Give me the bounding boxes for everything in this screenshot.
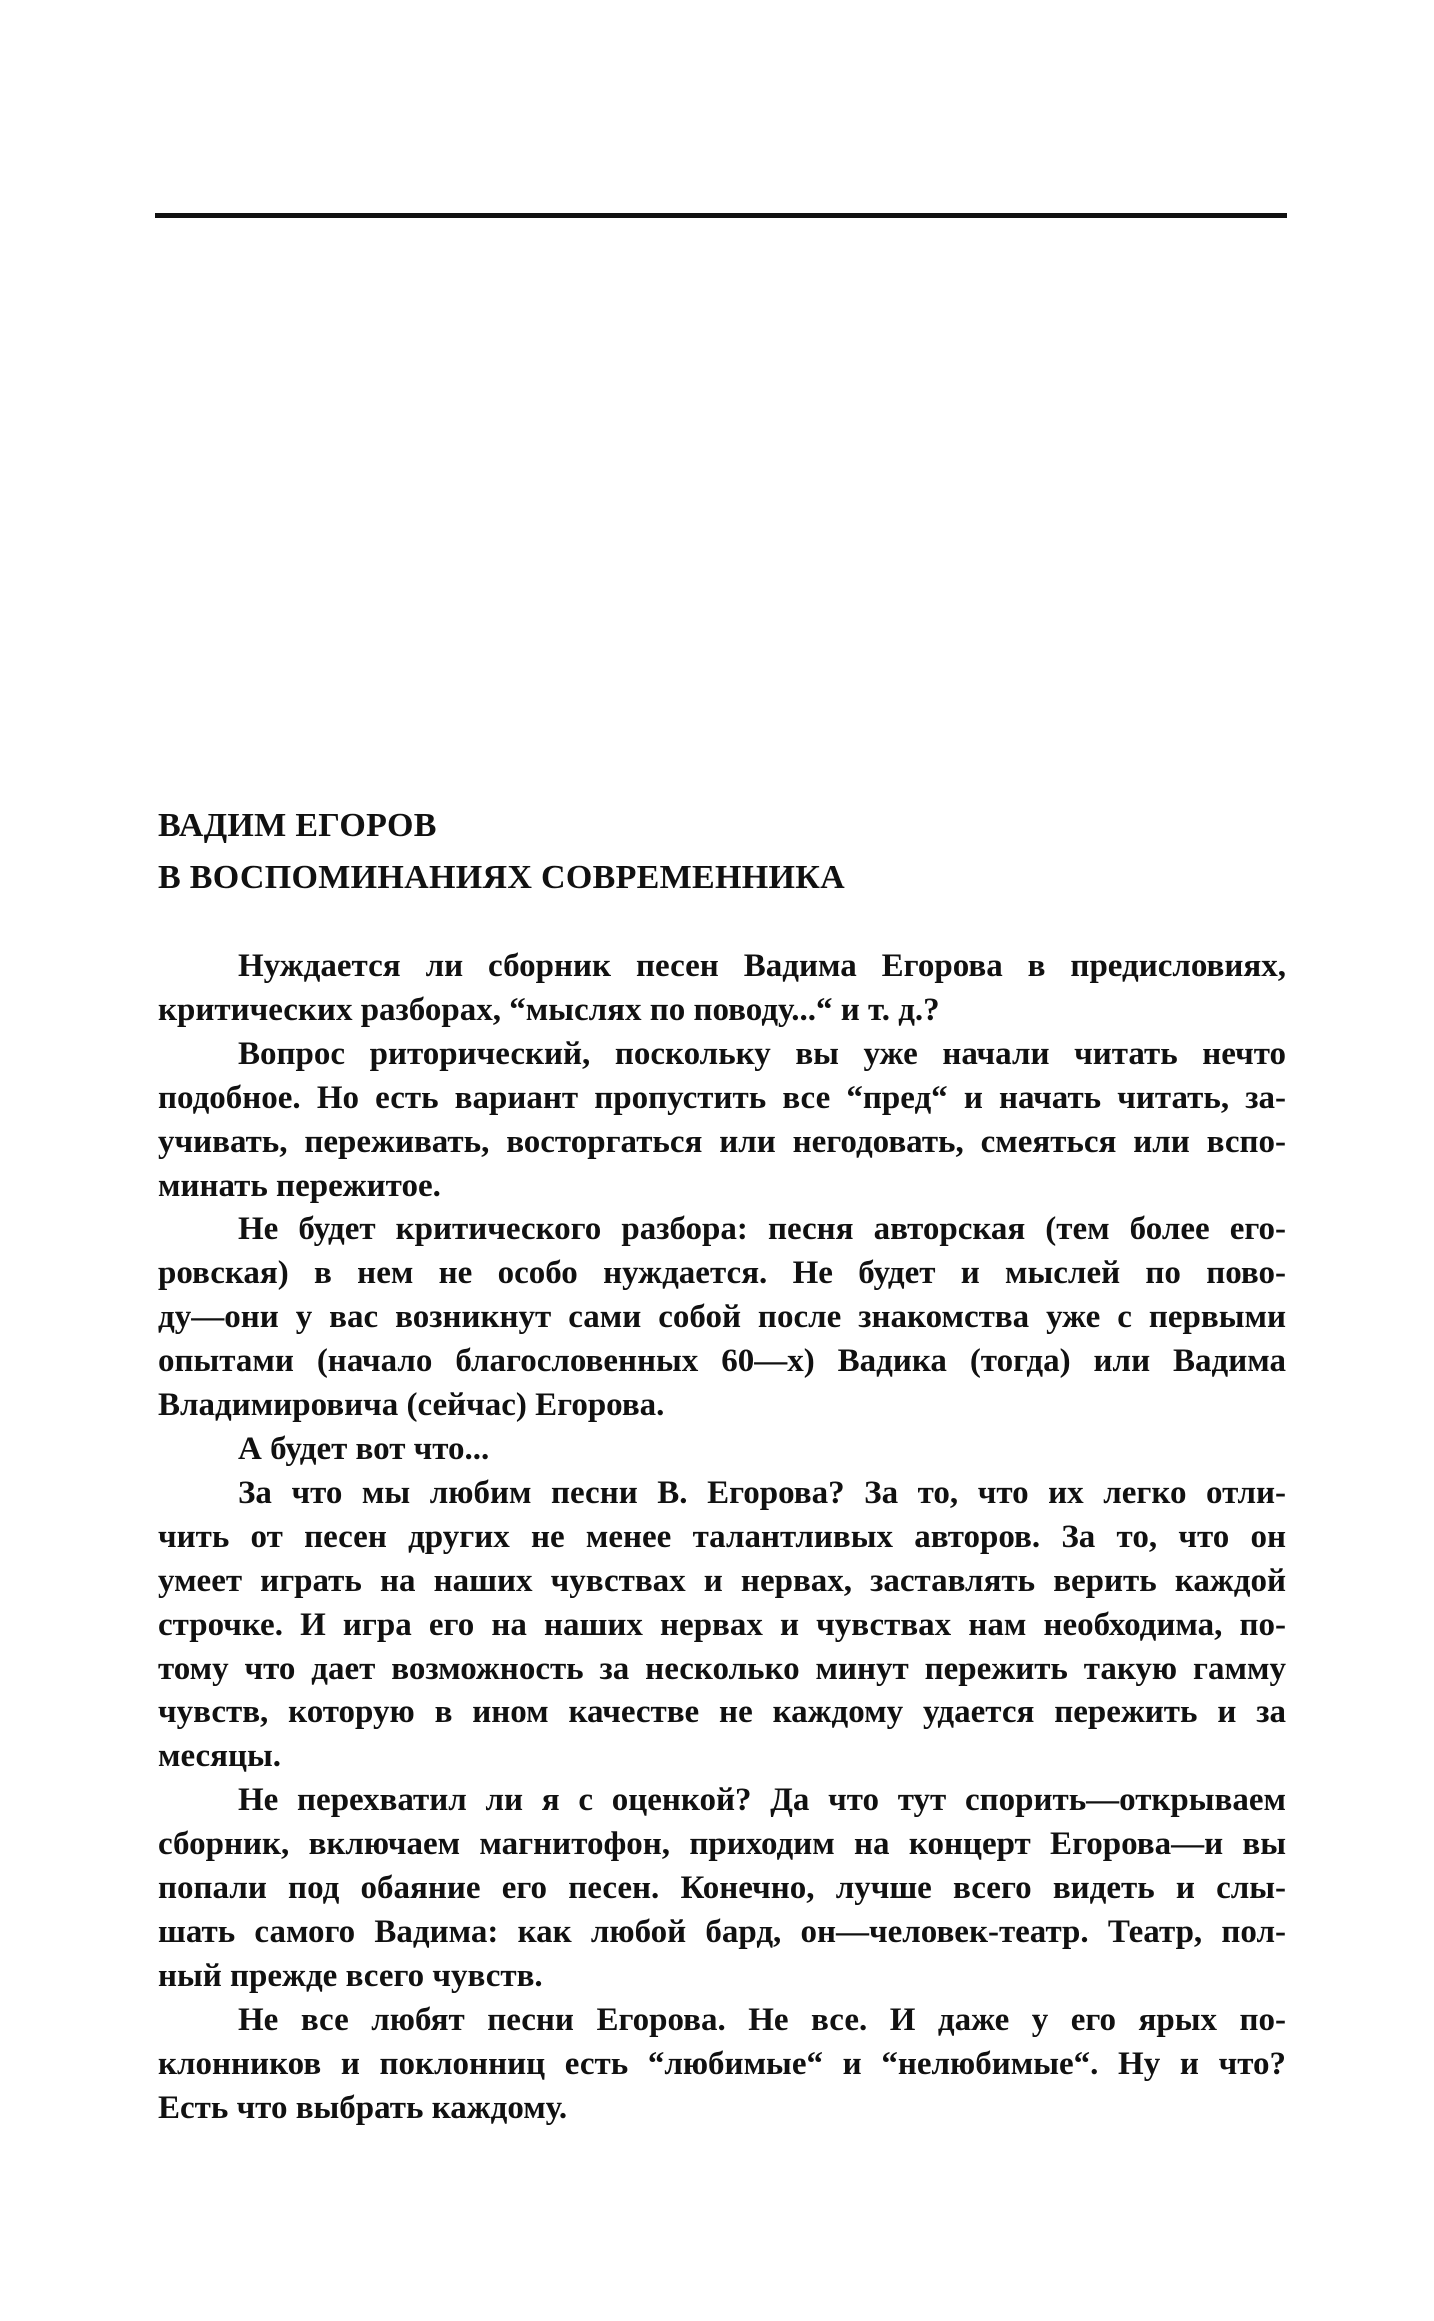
text-line: минать пережитое. <box>158 1167 441 1204</box>
text-line: клонников и поклонниц есть “любимые“ и “нелюбимые“. Ну и что? <box>158 2045 1286 2082</box>
text-line: строчке. И игра его на наших нервах и чувствах нам необходима, по- <box>158 1606 1286 1643</box>
paragraph <box>158 1999 1286 2131</box>
text-line: Не все любят песни Егорова. Не все. И даже у его ярых по- <box>238 2001 1286 2038</box>
body-text <box>158 945 1286 2130</box>
paragraph <box>158 945 1286 1033</box>
paragraph <box>158 1428 1286 1472</box>
paragraph <box>158 1779 1286 1999</box>
text-line: чувств, которую в ином качестве не каждому удается пережить и за <box>158 1694 1286 1731</box>
text-line: попали под обаяние его песен. Конечно, лучше всего видеть и слы- <box>158 1870 1286 1907</box>
paragraph <box>158 1033 1286 1209</box>
text-line: А будет вот что... <box>238 1430 490 1467</box>
text-line: критических разборах, “мыслях по поводу...“ и т. д.? <box>158 991 940 1028</box>
header-rule <box>155 213 1287 218</box>
text-line: умеет играть на наших чувствах и нервах, заставлять верить каждой <box>158 1562 1286 1599</box>
heading-line-1: ВАДИМ ЕГОРОВ <box>158 807 437 844</box>
text-line: подобное. Но есть вариант пропустить все “пред“ и начать читать, за- <box>158 1079 1286 1116</box>
heading-line-2: В ВОСПОМИНАНИЯХ СОВРЕМЕННИКА <box>158 859 846 896</box>
text-line: ный прежде всего чувств. <box>158 1957 543 1994</box>
text-line: месяцы. <box>158 1738 282 1775</box>
text-line: Не будет критического разбора: песня авторская (тем более его- <box>238 1211 1286 1248</box>
text-line: Есть что выбрать каждому. <box>158 2089 568 2126</box>
text-line: чить от песен других не менее талантливых авторов. За то, что он <box>158 1518 1286 1555</box>
text-line: Нуждается ли сборник песен Вадима Егорова в предисловиях, <box>238 948 1286 984</box>
paragraph <box>158 1208 1286 1428</box>
text-line: учивать, переживать, восторгаться или негодовать, смеяться или вспо- <box>158 1123 1286 1160</box>
text-line: За что мы любим песни В. Егорова? За то, что их легко отли- <box>238 1474 1286 1511</box>
text-line: ровская) в нем не особо нуждается. Не будет и мыслей по пово- <box>158 1255 1286 1292</box>
text-line: Вопрос риторический, поскольку вы уже начали читать нечто <box>238 1035 1286 1072</box>
text-line: Не перехватил ли я с оценкой? Да что тут спорить—открываем <box>238 1782 1286 1819</box>
text-line: опытами (начало благословенных 60—х) Вадика (тогда) или Вадима <box>158 1343 1286 1380</box>
chapter-heading <box>158 800 1278 904</box>
text-line: тому что дает возможность за несколько минут пережить такую гамму <box>158 1650 1286 1687</box>
paragraph <box>158 1472 1286 1779</box>
text-line: ду—они у вас возникнут сами собой после знакомства уже с первыми <box>158 1299 1286 1336</box>
text-line: сборник, включаем магнитофон, приходим на концерт Егорова—и вы <box>158 1826 1286 1863</box>
text-line: шать самого Вадима: как любой бард, он—человек-театр. Театр, пол- <box>158 1913 1286 1950</box>
text-line: Владимировича (сейчас) Егорова. <box>158 1387 665 1424</box>
